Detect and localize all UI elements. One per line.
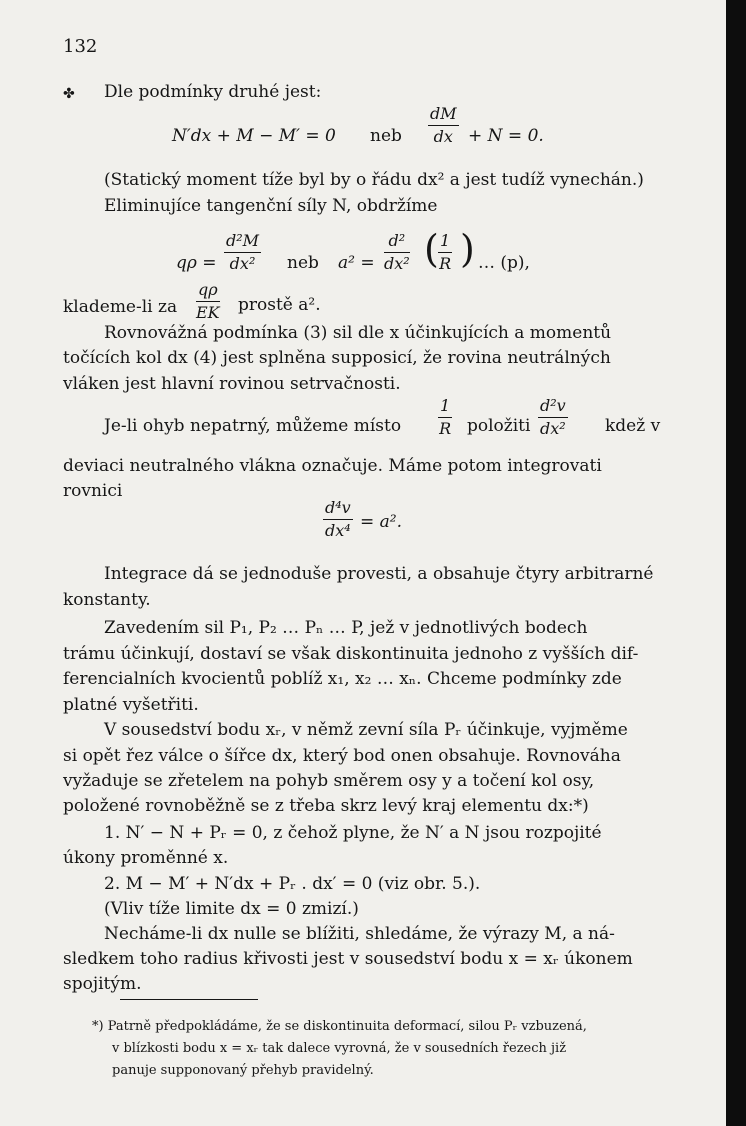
text-line: 1. N′ − N + Pᵣ = 0, z čehož plyne, že N′ a N jsou rozpojité [104,823,602,843]
margin-mark-icon: ✤ [63,86,75,102]
inline-fraction [196,282,220,321]
text-line: konstanty. [63,590,151,610]
fraction-numerator: qρ [196,282,220,302]
text-line: (Vliv tíže limite dx = 0 zmizí.) [104,899,359,919]
fraction-numerator: 1 [438,398,452,418]
text-line: Zavedením sil P₁, P₂ … Pₙ … P, jež v jednotlivých bodech [104,618,588,638]
text-line: trámu účinkují, dostaví se však diskontinuita jednoho z vyšších dif- [63,644,639,664]
page-gutter [726,0,746,1126]
footnote-line: panuje supponovaný přehyb pravidelný. [112,1063,374,1078]
page-number: 132 [63,36,98,57]
fraction-denominator: R [439,254,452,273]
text-line: rovnici [63,481,123,501]
equation-1-left: N′dx + M − M′ = 0 [172,126,336,146]
fraction-numerator: dM [428,106,459,126]
fraction-denominator: dx² [229,254,256,273]
footnote-line: v blízkosti bodu x = xᵣ tak dalece vyrovná, že v sousedních řezech již [112,1041,567,1056]
equation-3-right: = a². [360,512,403,532]
text-line: Necháme-li dx nulle se blížiti, shledáme, že výrazy M, a ná- [104,924,615,944]
text-line: prostě a². [238,295,321,315]
inline-fraction [438,398,452,437]
fraction-numerator: d⁴v [323,500,353,520]
text-line: kdež v [605,416,661,436]
fraction-numerator: d²v [538,398,568,418]
text-line: deviaci neutralného vlákna označuje. Máme potom integrovati [63,456,602,476]
text-line: (Statický moment tíže byl by o řádu dx² a jest tudíž vynechán.) [104,170,644,190]
equation-2-fraction-1 [224,233,261,272]
text-line: si opět řez válce o šířce dx, který bod onen obsahuje. Rovnováha [63,746,621,766]
text-line: ferencialních kvocientů poblíž x₁, x₂ … xₙ. Chceme podmínky zde [63,669,622,689]
equation-2-left: qρ = [176,253,217,273]
text-line: vláken jest hlavní rovinou setrvačnosti. [63,374,401,394]
fraction-denominator: dx [433,127,453,146]
text-line: vyžaduje se zřetelem na pohyb směrem osy y a točení kol osy, [63,771,595,791]
text-line: sledkem toho radius křivosti jest v sousedství bodu x = xᵣ úkonem [63,949,633,969]
text-line: spojitým. [63,974,142,994]
equation-1-neb: neb [370,126,402,146]
fraction-numerator: 1 [438,233,452,253]
fraction-denominator: dx² [540,419,566,438]
equation-2-neb: neb [287,253,319,273]
fraction-numerator: d² [384,233,410,253]
fraction-denominator: dx⁴ [325,521,351,540]
equation-2-end: … (p), [478,253,530,273]
text-line: V sousedství bodu xᵣ, v němž zevní síla Pᵣ účinkuje, vyjměme [104,720,628,740]
text-line: Je-li ohyb nepatrný, můžeme místo [104,416,402,436]
footnote-line: *) Patrně předpokládáme, že se diskontinuita deformací, silou Pᵣ vzbuzená, [92,1019,587,1034]
text-line: úkony proměnné x. [63,848,229,868]
text-line: klademe-li za [63,297,178,317]
text-line: položiti [467,416,531,436]
left-paren: ( [424,227,439,271]
fraction-denominator: R [439,419,452,438]
equation-2-fraction-2 [384,233,410,272]
text-line: Eliminujíce tangenční síly N, obdržíme [104,196,438,216]
text-line: Dle podmínky druhé jest: [104,82,322,102]
text-line: platné vyšetřiti. [63,695,199,715]
equation-1-right: + N = 0. [468,126,544,146]
fraction-numerator: d²M [224,233,261,253]
text-line: Integrace dá se jednoduše provesti, a obsahuje čtyry arbitrarné [104,564,654,584]
text-line: točících kol dx (4) jest splněna supposicí, že rovina neutrálných [63,348,611,368]
equation-2-fraction-3 [438,233,452,272]
footnote-divider [120,999,258,1000]
right-paren: ) [460,227,475,271]
text-line: Rovnovážná podmínka (3) sil dle x účinkujících a momentů [104,323,612,343]
text-line: 2. M − M′ + N′dx + Pᵣ . dx′ = 0 (viz obr. 5.). [104,874,481,894]
equation-3-fraction [323,500,353,539]
text-line: položené rovnoběžně se z třeba skrz levý kraj elementu dx:*) [63,796,589,816]
fraction-denominator: EK [196,303,220,322]
equation-2-mid: a² = [338,253,375,273]
inline-fraction [538,398,568,437]
fraction-denominator: dx² [384,254,410,273]
equation-1-fraction [428,106,459,145]
